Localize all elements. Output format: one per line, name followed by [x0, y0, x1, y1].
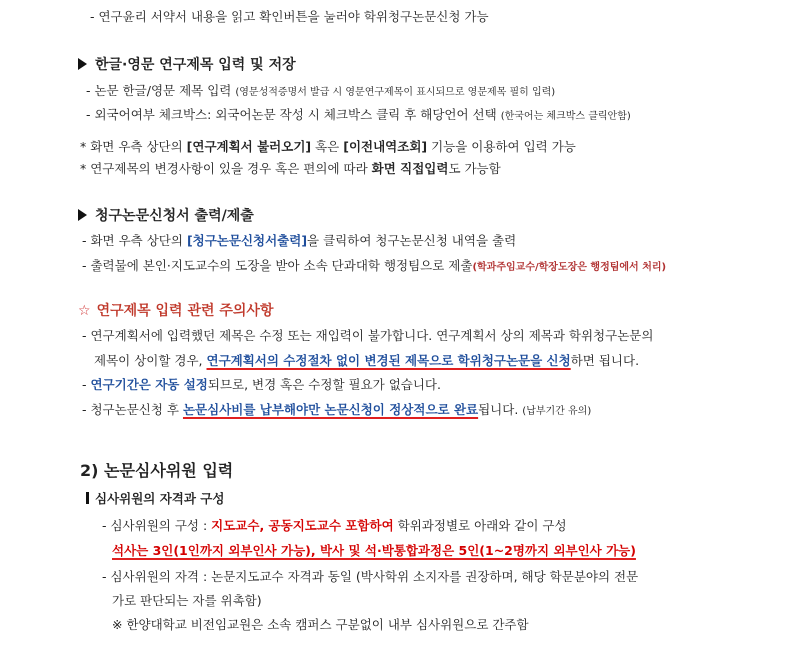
list-item — [82, 401, 591, 421]
heading-text: 한글·영문 연구제목 입력 및 저장 — [95, 57, 296, 73]
section-heading-title-input — [78, 56, 296, 74]
star-icon: ☆ — [78, 303, 91, 319]
item-text: 됩니다. — [478, 402, 519, 417]
item-text: 하면 됩니다. — [570, 353, 640, 368]
section2-title: 2) 논문심사위원 입력 — [80, 461, 234, 480]
item-emph: 논문심사비를 납부해야만 논문신청이 정상적으로 완료 — [182, 402, 479, 417]
item-text: - — [82, 377, 91, 392]
section-heading-caution — [78, 302, 273, 320]
note-text: 도 가능함 — [448, 161, 501, 176]
note-text: 기능을 이용하여 입력 가능 — [427, 139, 576, 154]
item-note: (학과주임교수/학장도장은 행정팀에서 처리) — [472, 262, 667, 273]
item-emph: 지도교수, 공동지도교수 포함하여 — [211, 518, 394, 533]
section2-subheading — [86, 490, 224, 508]
item-text: - 출력물에 본인·지도교수의 도장을 받아 소속 단과대학 행정팀으로 제출 — [82, 258, 473, 273]
item-text: - 청구논문신청 후 — [82, 402, 183, 417]
list-item-emph — [112, 542, 636, 560]
note-emph: [연구계획서 불러오기] — [186, 139, 312, 154]
item-text: 제목이 상이할 경우, — [94, 353, 207, 368]
item-text: - 화면 우측 상단의 — [82, 233, 187, 248]
note-text: * 연구제목의 변경사항이 있을 경우 혹은 편의에 따라 — [80, 161, 372, 176]
section-heading-submit — [78, 207, 254, 225]
triangle-bullet-icon — [78, 209, 87, 221]
bar-bullet-icon — [86, 492, 89, 504]
list-item — [102, 517, 567, 535]
triangle-bullet-icon — [78, 58, 87, 70]
note-text: * 화면 우측 상단의 — [80, 139, 187, 154]
item-note: (납부기간 유의) — [522, 406, 592, 417]
note-line: ※ 한양대학교 비전임교원은 소속 캠퍼스 구분없이 내부 심사위원으로 간주함 — [112, 617, 529, 632]
note-text: 혹은 — [311, 139, 344, 154]
list-item — [86, 106, 631, 126]
list-item-continued: 가로 판단되는 자를 위촉함) — [112, 593, 262, 608]
item-emph: 연구기간은 자동 설정 — [90, 377, 208, 392]
list-item: - 심사위원의 자격 : 논문지도교수 자격과 동일 (박사학위 소지자를 권장하며, 해당 학문분야의 전문 — [102, 569, 639, 584]
list-item: - 연구계획서에 입력했던 제목은 수정 또는 재입력이 불가합니다. 연구계획서 상의 제목과 학위청구논문의 — [82, 328, 654, 343]
note-line — [80, 138, 576, 156]
item-text: - 심사위원의 구성 : — [102, 518, 212, 533]
note-emph: 화면 직접입력 — [371, 161, 449, 176]
item-text: - 외국어여부 체크박스: 외국어논문 작성 시 체크박스 클릭 후 해당언어 선택 — [86, 107, 497, 122]
note-line — [80, 160, 501, 178]
intro-line: - 연구윤리 서약서 내용을 읽고 확인버튼을 눌러야 학위청구논문신청 가능 — [90, 9, 489, 24]
subheading-text: 심사위원의 자격과 구성 — [95, 491, 225, 506]
item-text: 학위과정별로 아래와 같이 구성 — [393, 518, 567, 533]
list-item — [82, 257, 666, 277]
list-item — [82, 376, 441, 394]
list-item-continued — [94, 352, 639, 370]
note-emph: [이전내역조회] — [343, 139, 428, 154]
list-item — [82, 232, 516, 250]
item-text: - 논문 한글/영문 제목 입력 — [86, 83, 232, 98]
item-text: 되므로, 변경 혹은 수정할 필요가 없습니다. — [207, 377, 441, 392]
item-note: (영문성적증명서 발급 시 영문연구제목이 표시되므로 영문제목 필히 입력) — [235, 87, 556, 98]
heading-text: 청구논문신청서 출력/제출 — [95, 208, 254, 224]
item-note: (한국어는 체크박스 클릭안함) — [500, 111, 631, 122]
item-emph: 석사는 3인(1인까지 외부인사 가능), 박사 및 석·박통합과정은 5인(1~2명까지 외부인사 가능) — [112, 543, 636, 558]
list-item — [86, 82, 555, 102]
item-text: 을 클릭하여 청구논문신청 내역을 출력 — [307, 233, 517, 248]
item-emph: [청구논문신청서출력] — [186, 233, 308, 248]
item-emph: 연구계획서의 수정절차 없이 변경된 제목으로 학위청구논문을 신청 — [206, 353, 571, 368]
heading-text: 연구제목 입력 관련 주의사항 — [96, 303, 274, 319]
